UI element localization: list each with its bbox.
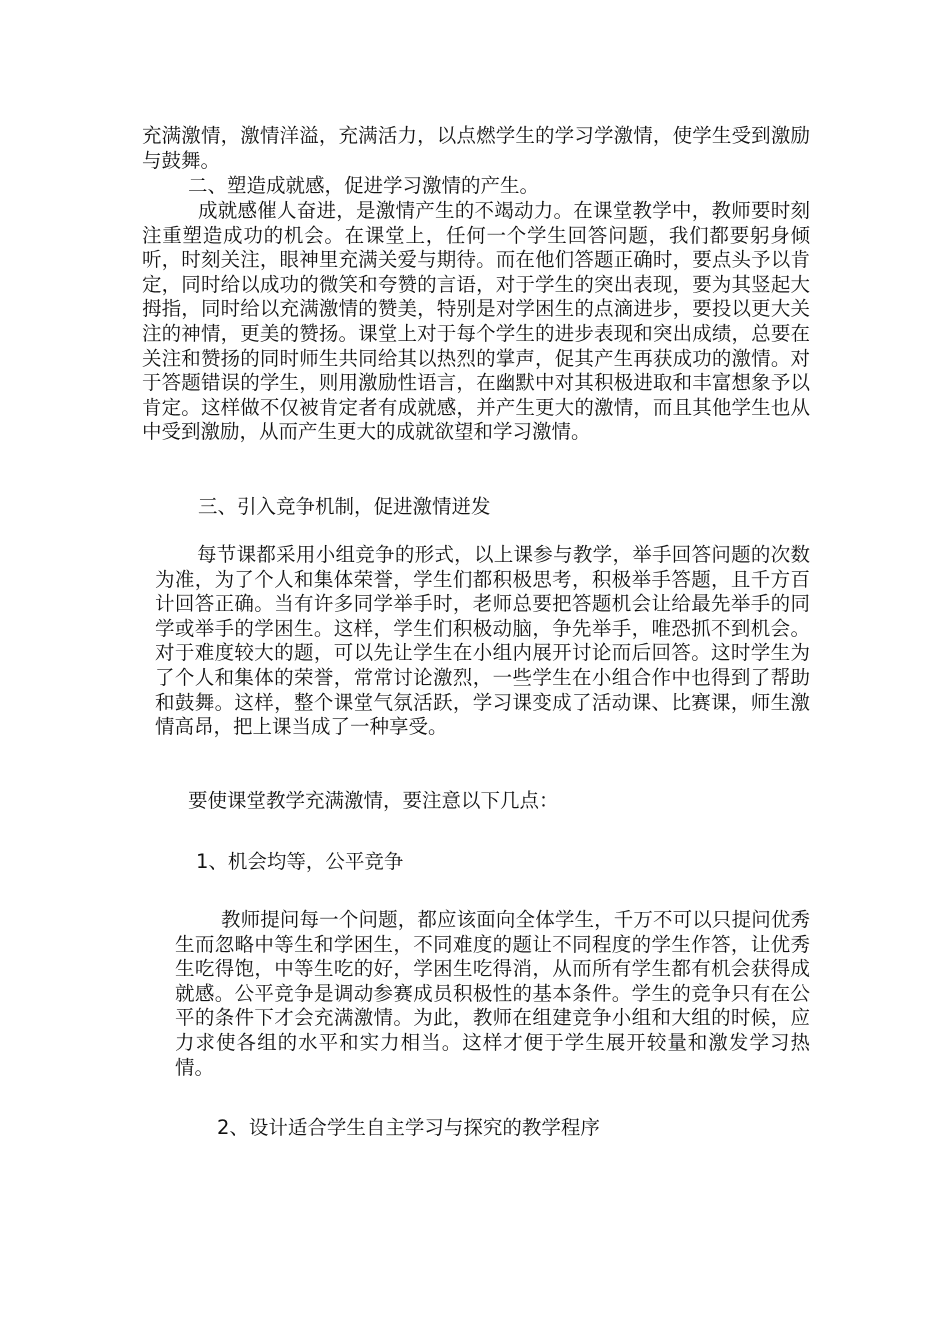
point-heading-1: 1、机会均等，公平竞争 <box>196 850 404 873</box>
paragraph-continuation: 充满激情，激情洋溢，充满活力，以点燃学生的学习学激情，使学生受到激励与鼓舞。 <box>142 124 810 172</box>
section-heading-3: 三、引入竞争机制，促进激情迸发 <box>198 495 491 518</box>
points-lead: 要使课堂教学充满激情，要注意以下几点： <box>188 789 559 812</box>
paragraph-fair-competition: 教师提问每一个问题，都应该面向全体学生，千万不可以只提问优秀生而忽略中等生和学困生，不同难度的题让不同程度的学生作答，让优秀生吃得饱，中等生吃的好，学困生吃得消，从而所有学生都有机会获得成就感。公平竞争是调动参赛成员积极性的基本条件。学生的竞争只有在公平的条件下才会充满激情。为此，教师在组建竞争小组和大组的时候，应力求使各组的水平和实力相当。这样才便于学生展开较量和激发学习热情。 <box>175 908 810 1079</box>
paragraph-competition: 每节课都采用小组竞争的形式，以上课参与教学，举手回答问题的次数为准，为了个人和集体荣誉，学生们都积极思考，积极举手答题，且千方百计回答正确。当有许多同学举手时，老师总要把答题机会让给最先举手的同学或举手的学困生。这样，学生们积极动脑，争先举手，唯恐抓不到机会。对于难度较大的题，可以先让学生在小组内展开讨论而后回答。这时学生为了个人和集体的荣誉，常常讨论激烈，一些学生在小组合作中也得到了帮助和鼓舞。这样，整个课堂气氛活跃，学习课变成了活动课、比赛课，师生激情高昂，把上课当成了一种享受。 <box>155 543 810 739</box>
point-heading-2: 2、设计适合学生自主学习与探究的教学程序 <box>217 1116 600 1139</box>
paragraph-achievement: 成就感催人奋进，是激情产生的不竭动力。在课堂教学中，教师要时刻注重塑造成功的机会。在课堂上，任何一个学生回答问题，我们都要躬身倾听，时刻关注，眼神里充满关爱与期待。而在他们答题正确时，要点头予以肯定，同时给以成功的微笑和夸赞的言语，对于学生的突出表现，要为其竖起大拇指，同时给以充满激情的赞美，特别是对学困生的点滴进步，要投以更大关注的神情，更美的赞扬。课堂上对于每个学生的进步表现和突出成绩，总要在关注和赞扬的同时师生共同给其以热烈的掌声，促其产生再获成功的激情。对于答题错误的学生，则用激励性语言，在幽默中对其积极进取和丰富想象予以肯定。这样做不仅被肯定者有成就感，并产生更大的激情，而且其他学生也从中受到激励，从而产生更大的成就欲望和学习激情。 <box>142 199 810 444</box>
section-heading-2: 二、塑造成就感，促进学习激情的产生。 <box>188 174 540 197</box>
